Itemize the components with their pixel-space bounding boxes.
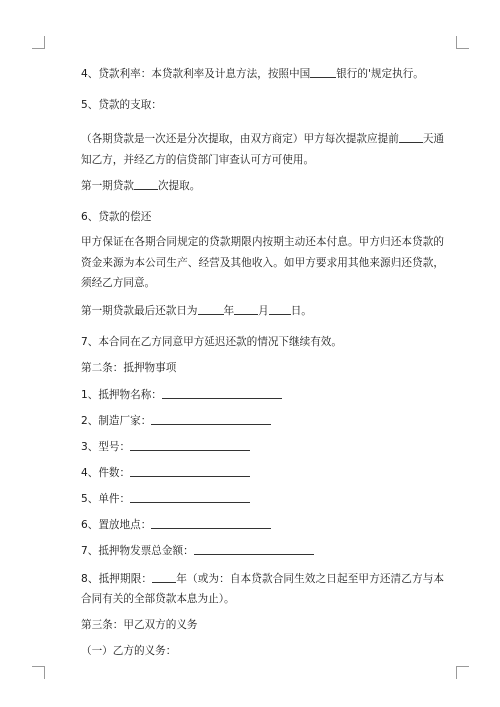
article-two-heading: 第二条：抵押物事项 [81, 361, 177, 374]
invoice-total-input[interactable] [194, 543, 314, 555]
document-body [60, 66, 444, 669]
clause-drawdown-heading: 5、贷款的支取： [81, 99, 162, 111]
crop-mark-top-right [456, 36, 469, 49]
field-collateral-name: 1、抵押物名称： [60, 387, 444, 402]
article-three-heading: 第三条：甲乙双方的义务 [81, 618, 198, 631]
field-manufacturer: 2、制造厂家： [60, 413, 444, 428]
term-years-blank[interactable] [152, 571, 176, 583]
field-model: 3、型号： [60, 439, 444, 454]
manufacturer-input[interactable] [151, 413, 271, 425]
clause-drawdown-text: （各期贷款是一次还是分次提取，由双方商定）甲方每次提款应提前 天通知乙方，并经乙方的信贷部门审查认可方可使用。 [81, 133, 444, 166]
month-blank[interactable] [234, 303, 258, 315]
notice-days-blank[interactable] [399, 131, 423, 143]
drawdown-count-blank[interactable] [134, 178, 158, 190]
location-input[interactable] [151, 517, 271, 529]
model-input[interactable] [130, 439, 250, 451]
clause-repayment-text: 甲方保证在各期合同规定的贷款期限内按期主动还本付息。甲方归还本贷款的资金来源为本公司生产、经营及其他收入。如甲方要求用其他来源归还贷款，须经乙方同意。 [81, 236, 444, 289]
quantity-input[interactable] [130, 465, 250, 477]
crop-mark-bottom-right [456, 666, 469, 679]
bank-name-blank[interactable] [310, 66, 336, 78]
obligations-party-b-heading: （一）乙方的义务： [81, 644, 177, 657]
field-unit: 5、单件： [60, 491, 444, 506]
clause-final-repayment-date: 第一期贷款最后还款日为 年 月 日。 [81, 304, 312, 317]
clause-interest-rate: 4、贷款利率：本贷款利率及计息方法，按照中国 银行的'规定执行。 [81, 68, 424, 80]
field-quantity: 4、件数： [60, 465, 444, 480]
crop-mark-top-left [32, 36, 45, 49]
year-blank[interactable] [198, 303, 224, 315]
collateral-name-input[interactable] [162, 387, 282, 399]
clause-collateral-term: 8、抵押期限： 年（或为：自本贷款合同生效之日起至甲方还清乙方与本合同有关的全部贷款本息为止）。 [81, 572, 445, 605]
field-location: 6、置放地点： [60, 517, 444, 532]
day-blank[interactable] [269, 303, 291, 315]
crop-mark-bottom-left [32, 666, 45, 679]
clause-repayment-heading: 6、贷款的偿还 [81, 211, 152, 223]
clause-validity: 7、本合同在乙方同意甲方延迟还款的情况下继续有效。 [81, 335, 342, 348]
unit-input[interactable] [130, 491, 250, 503]
field-invoice-total: 7、抵押物发票总金额： [60, 543, 444, 558]
clause-first-drawdown: 第一期贷款 次提取。 [81, 180, 201, 192]
